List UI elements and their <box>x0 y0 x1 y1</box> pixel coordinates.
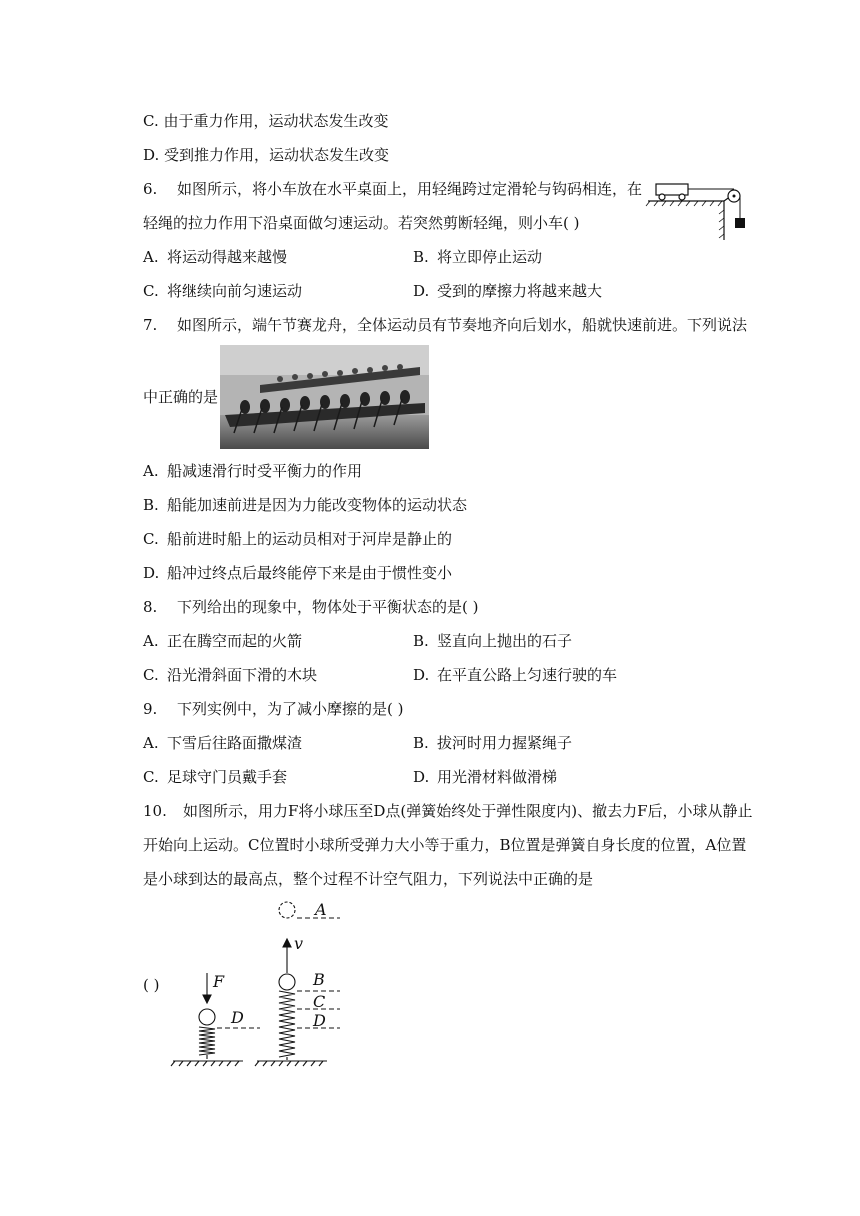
label-d-right: D <box>313 1011 326 1030</box>
q5-option-c: C. 由于重力作用，运动状态发生改变 <box>143 112 389 130</box>
label-v: v <box>294 934 304 953</box>
label-f: F <box>213 972 225 991</box>
q7-stem-line1 <box>143 315 747 335</box>
q7-number: 7. <box>143 316 158 334</box>
q9-option-b: B. 拔河时用力握紧绳子 <box>413 734 573 752</box>
label-b: B <box>313 970 325 989</box>
q6-option-c: C. 将继续向前匀速运动 <box>143 282 303 300</box>
q7-option-a: A. 船减速滑行时受平衡力的作用 <box>143 462 363 480</box>
q9-stem <box>143 699 403 719</box>
q8-stem <box>143 597 478 617</box>
q8-number: 8. <box>143 598 158 616</box>
q7-option-b: B. 船能加速前进是因为力能改变物体的运动状态 <box>143 496 468 514</box>
q7-option-c: C. 船前进时船上的运动员相对于河岸是静止的 <box>143 530 453 548</box>
label-d-left: D <box>231 1008 244 1027</box>
q7-text: 如图所示，端午节赛龙舟，全体运动员有节奏地齐向后划水，船就快速前进。下列说法 <box>177 316 748 334</box>
q5-option-d: D. 受到推力作用，运动状态发生改变 <box>143 146 390 164</box>
q10-answer-bracket: ( ) <box>143 976 160 994</box>
q6-cart-pulley-figure <box>646 178 756 246</box>
q6-option-a: A. 将运动得越来越慢 <box>143 248 288 266</box>
q10-stem-line2: 开始向上运动。C位置时小球所受弹力大小等于重力，B位置是弹簧自身长度的位置，A位置 <box>143 836 747 854</box>
q10-number: 10. <box>143 802 167 820</box>
label-a: A <box>315 900 327 919</box>
q9-option-a: A. 下雪后往路面撒煤渣 <box>143 734 303 752</box>
q8-option-c: C. 沿光滑斜面下滑的木块 <box>143 666 318 684</box>
q8-option-a: A. 正在腾空而起的火箭 <box>143 632 303 650</box>
q9-text: 下列实例中，为了减小摩擦的是( ) <box>177 700 404 718</box>
q6-option-d: D. 受到的摩擦力将越来越大 <box>413 282 603 300</box>
q8-text: 下列给出的现象中，物体处于平衡状态的是( ) <box>177 598 479 616</box>
q10-text: 如图所示，用力F将小球压至D点(弹簧始终处于弹性限度内)、撤去力F后，小球从静止 <box>183 802 753 820</box>
spring-ball-figure <box>165 895 350 1075</box>
q10-stem-line1 <box>143 801 753 821</box>
q10-stem-line3: 是小球到达的最高点，整个过程不计空气阻力，下列说法中正确的是 <box>143 870 594 888</box>
q9-number: 9. <box>143 700 158 718</box>
q6-number: 6. <box>143 180 158 198</box>
q6-option-b: B. 将立即停止运动 <box>413 248 543 266</box>
q8-option-b: B. 竖直向上抛出的石子 <box>413 632 573 650</box>
q6-text: 如图所示，将小车放在水平桌面上，用轻绳跨过定滑轮与钩码相连，在 <box>177 180 643 198</box>
q7-stem-line2: 中正确的是 <box>143 388 219 406</box>
q7-option-d: D. 船冲过终点后最终能停下来是由于惯性变小 <box>143 564 453 582</box>
q9-option-c: C. 足球守门员戴手套 <box>143 768 288 786</box>
q8-option-d: D. 在平直公路上匀速行驶的车 <box>413 666 618 684</box>
label-c: C <box>313 992 326 1011</box>
q6-stem-line1 <box>143 179 642 199</box>
q6-stem-line2: 轻绳的拉力作用下沿桌面做匀速运动。若突然剪断轻绳，则小车( ) <box>143 214 580 232</box>
q9-option-d: D. 用光滑材料做滑梯 <box>413 768 558 786</box>
dragon-boat-photo <box>220 345 429 449</box>
